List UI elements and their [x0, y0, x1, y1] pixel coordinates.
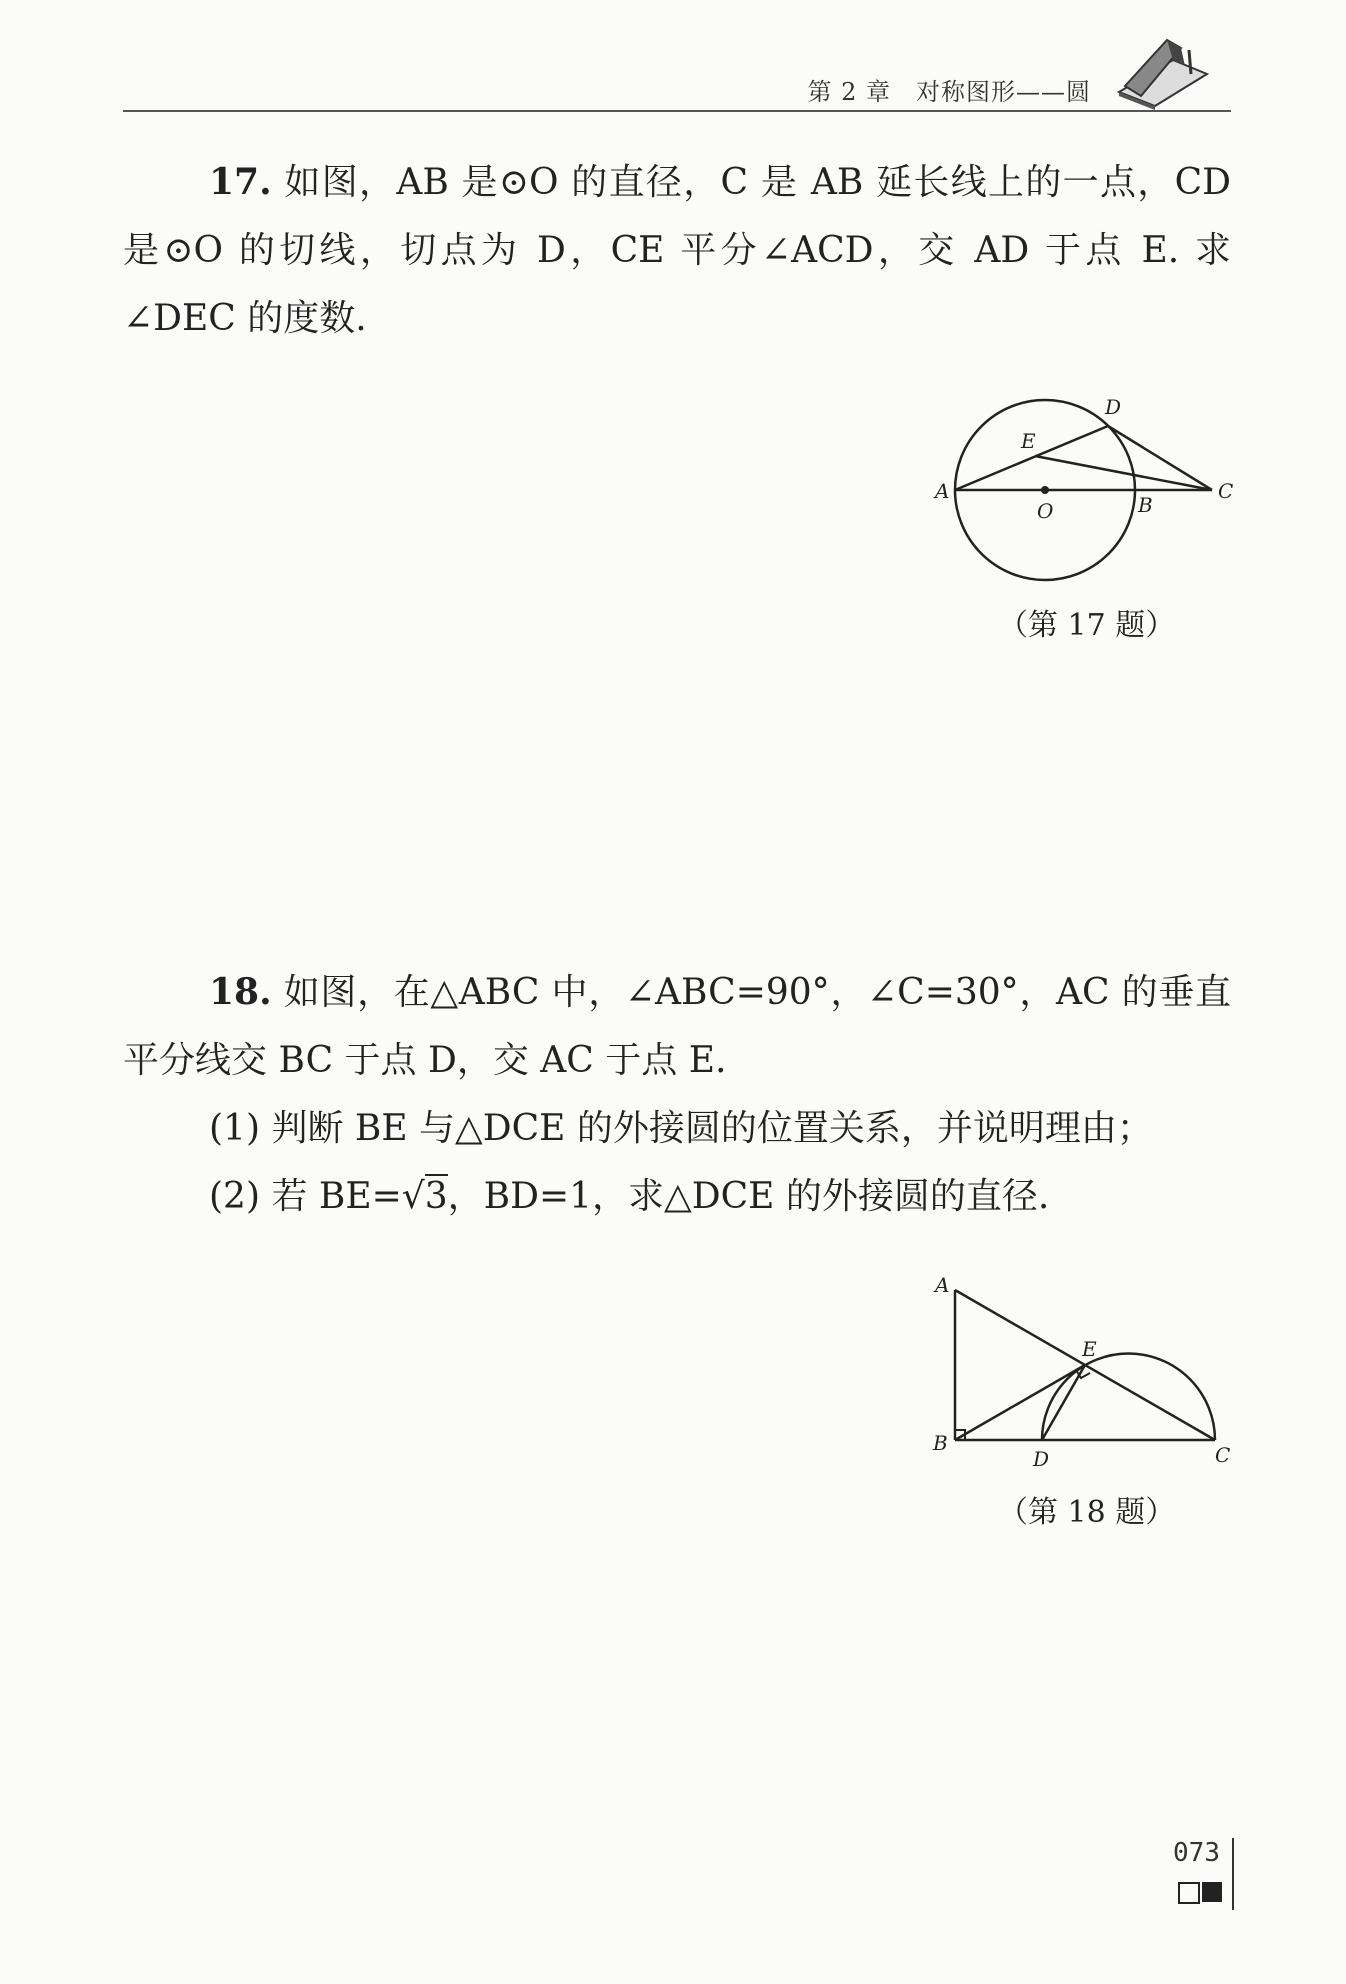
figure-18-caption: （第 18 题）: [998, 1495, 1176, 1530]
solid-square-icon: [1202, 1882, 1222, 1902]
label-c: C: [1218, 479, 1234, 503]
page-marks: [1178, 1882, 1222, 1904]
label-o: O: [1037, 499, 1054, 523]
page-number: 073: [1173, 1838, 1220, 1868]
label-a: A: [935, 479, 950, 503]
problem-18-part-2: (2) 若 BE=√3，BD=1，求△DCE 的外接圆的直径.: [209, 1176, 1050, 1217]
sqrt-sign: √: [401, 1176, 425, 1217]
problem-18-stem: 18. 如图，在△ABC 中，∠ABC=90°，∠C=30°，AC 的垂直平分线交 BC 于点 D，交 AC 于点 E.: [123, 971, 1231, 1081]
book-icon: [1111, 30, 1211, 110]
problem-17-text: [123, 148, 1231, 353]
figure-17-caption: （第 17 题）: [998, 608, 1176, 643]
label-e: E: [1082, 1337, 1097, 1361]
figure-18: [925, 1270, 1245, 1470]
label-a: A: [935, 1273, 950, 1297]
hollow-square-icon: [1178, 1882, 1200, 1904]
center-o-dot: [1041, 486, 1049, 494]
problem-17: [123, 148, 1231, 353]
label-d: D: [1033, 1447, 1050, 1470]
figure-17: [925, 390, 1245, 590]
problem-18-number: 18.: [209, 971, 272, 1013]
footer-bar: [1232, 1838, 1234, 1910]
line-be: [955, 1365, 1085, 1440]
label-e: E: [1021, 429, 1036, 453]
label-b: B: [1138, 493, 1153, 517]
problem-18: [123, 958, 1231, 1231]
problem-17-number: 17.: [209, 161, 272, 203]
label-c: C: [1215, 1443, 1231, 1467]
page-header: [123, 70, 1231, 114]
sqrt-radicand: 3: [424, 1176, 448, 1217]
label-d: D: [1105, 395, 1122, 419]
problem-17-stem: 如图，AB 是⊙O 的直径，C 是 AB 延长线上的一点，CD 是⊙O 的切线，切点为 D，CE 平分∠ACD，交 AD 于点 E. 求∠DEC 的度数.: [123, 162, 1231, 339]
label-b: B: [933, 1431, 948, 1455]
header-rule: [123, 110, 1231, 112]
problem-18-part-1: (1) 判断 BE 与△DCE 的外接圆的位置关系，并说明理由；: [209, 1108, 1153, 1149]
chapter-title: 第 2 章 对称图形——圆: [807, 78, 1091, 106]
page-footer: [1164, 1838, 1234, 1918]
